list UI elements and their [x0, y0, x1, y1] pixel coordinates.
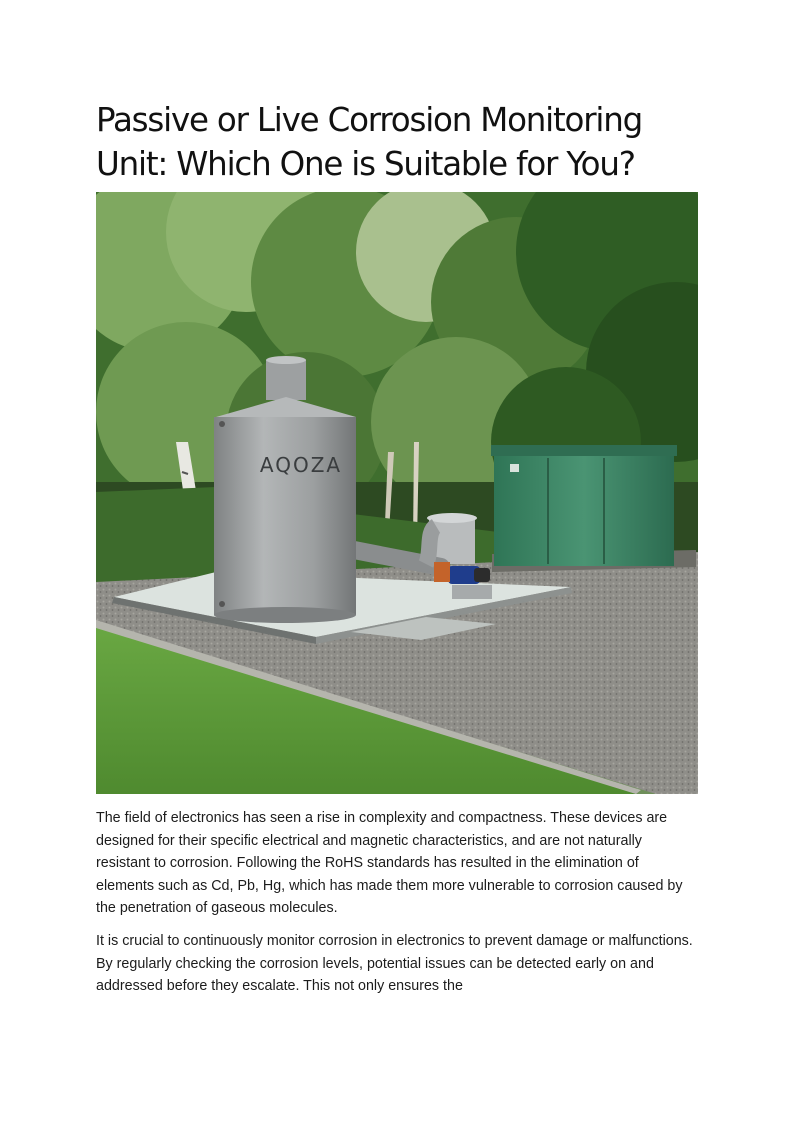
paragraph: It is crucial to continuously monitor corrosion in electronics to prevent damage or malfunctions. By regularly checking the corrosion levels, potential issues can be detected early on and addressed before they escalate. This not only ensures the [96, 933, 693, 995]
paragraph: The field of electronics has seen a rise in complexity and compactness. These devices are designed for their specific electrical and magnetic characteristics, and are not naturally resistant to corrosion. Following the RoHS standards has resulted in the elimination of elements such as Cd, Pb, Hg, which has made them more vulnerable to corrosion caused by the penetration of gaseous molecules. [96, 810, 683, 917]
hero-image [96, 192, 698, 794]
utility-cabinet [491, 445, 696, 572]
tank-logo: AQOZA [259, 453, 343, 477]
hero-photo-illustration [96, 192, 698, 794]
article-title: Passive or Live Corrosion Monitoring Unit: Which One is Suitable for You? [96, 101, 643, 183]
